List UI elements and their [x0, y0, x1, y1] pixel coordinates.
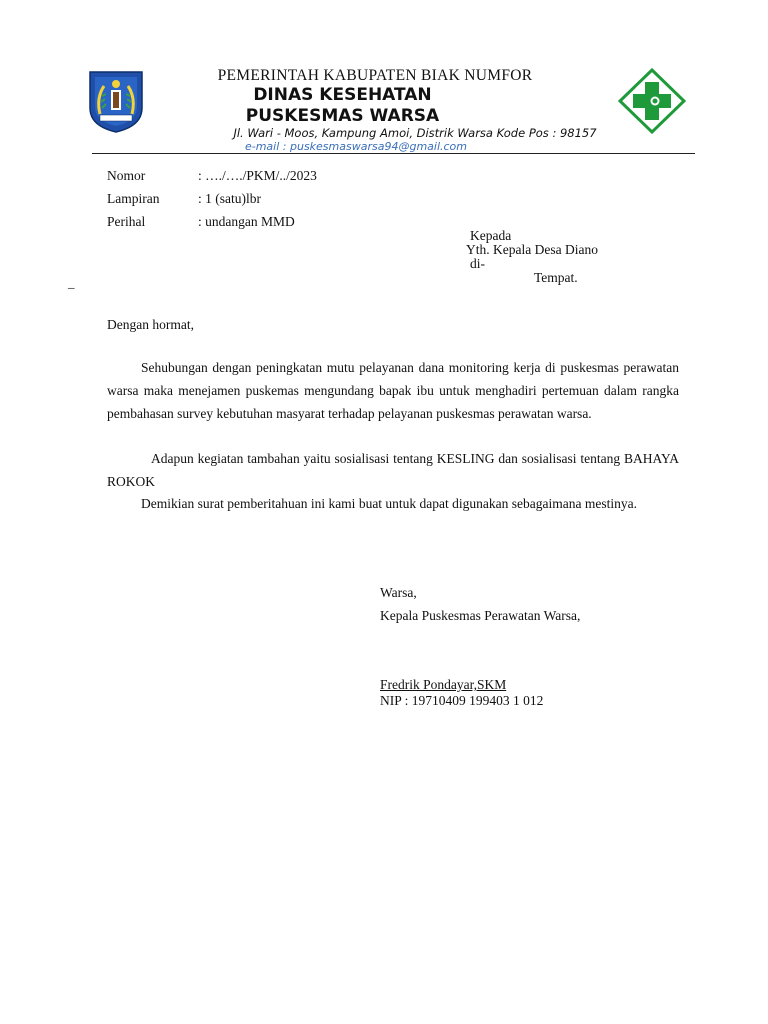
signatory-name: Fredrik Pondayar,SKM	[380, 677, 507, 692]
greeting: Dengan hormat,	[107, 317, 194, 332]
regency-emblem-icon	[86, 68, 146, 134]
signatory-nip: NIP : 19710409 199403 1 012	[380, 693, 544, 708]
recipient-di: di-	[470, 256, 485, 271]
body-paragraph-3: Demikian surat pemberitahuan ini kami buat untuk dapat digunakan sebagaimana mestinya.	[141, 496, 637, 511]
body-paragraph-1: Sehubungan dengan peningkatan mutu pelayanan dana monitoring kerja di puskesmas perawatan warsa maka menejamen puskemas mengundang bapak ibu untuk menghadiri pertemuan dalam rangka pembahasan survey kebutuhan masyarat terhadap pelayanan puskesmas perawatan warsa.	[107, 360, 679, 421]
government-name: PEMERINTAH KABUPATEN BIAK NUMFOR	[217, 67, 533, 84]
lampiran-label: Lampiran	[107, 191, 160, 206]
puskesmas-cross-icon	[618, 68, 686, 134]
nomor-value: : …./…./PKM/../2023	[198, 168, 317, 183]
recipient-tempat: Tempat.	[534, 270, 578, 285]
signature-place: Warsa,	[380, 585, 417, 600]
stray-mark: _	[68, 275, 75, 290]
agency-name: DINAS KESEHATAN	[253, 85, 432, 105]
signature-position: Kepala Puskesmas Perawatan Warsa,	[380, 608, 581, 623]
institution-email: e-mail : puskesmaswarsa94@gmail.com	[244, 140, 467, 153]
institution-name: PUSKESMAS WARSA	[245, 106, 440, 126]
perihal-value: : undangan MMD	[198, 214, 295, 229]
letterhead-divider	[92, 153, 695, 154]
perihal-label: Perihal	[107, 214, 146, 229]
nomor-label: Nomor	[107, 168, 146, 183]
body-paragraph-2: Adapun kegiatan tambahan yaitu sosialisasi tentang KESLING dan sosialisasi tentang BAHAYA ROKOK	[107, 451, 679, 489]
recipient-kepada: Kepada	[470, 228, 512, 243]
recipient-name: Yth. Kepala Desa Diano	[466, 242, 598, 257]
institution-address: Jl. Wari - Moos, Kampung Amoi, Distrik Warsa Kode Pos : 98157	[233, 126, 597, 140]
lampiran-value: : 1 (satu)lbr	[198, 191, 261, 206]
